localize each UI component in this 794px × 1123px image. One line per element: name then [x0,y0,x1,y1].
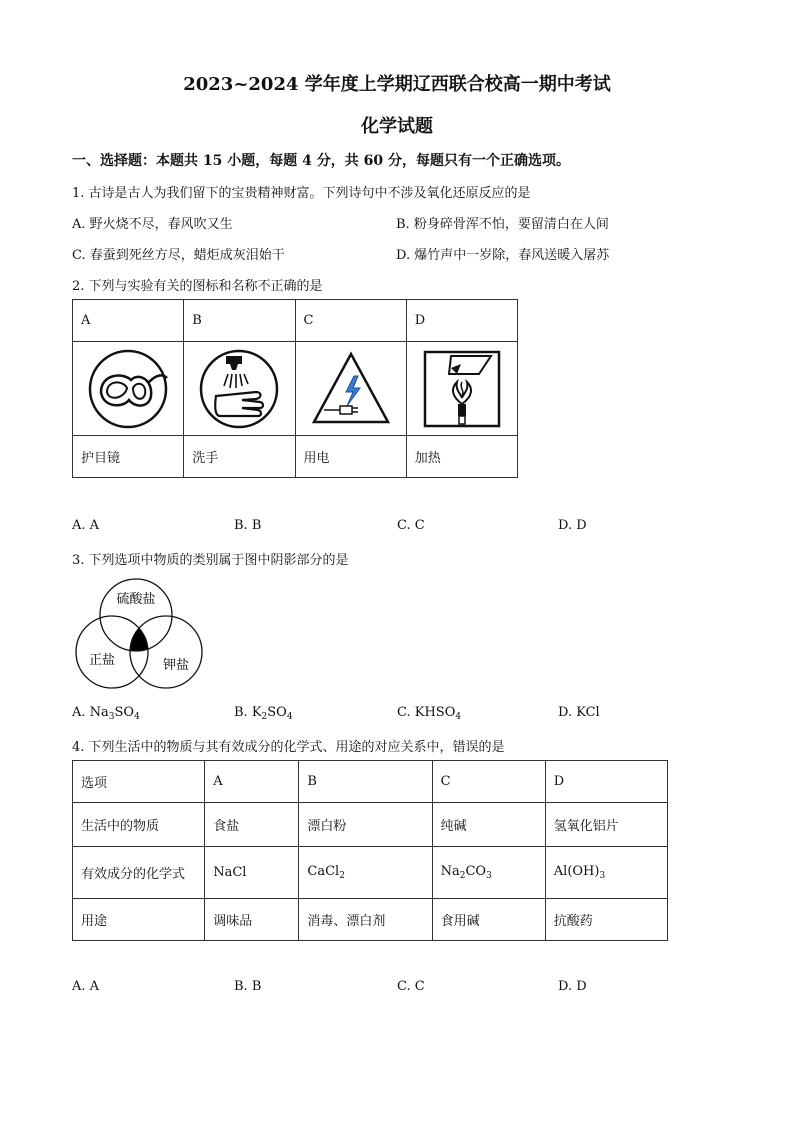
q4-cell: C [432,761,545,803]
q1-option-b: B. 粉身碎骨浑不怕，要留清白在人间 [396,217,609,232]
q4-formula-b: CaCl$_2$ [299,847,432,899]
q4-option-b: B. B [234,979,262,994]
q2-option-d: D. D [558,518,587,533]
electricity-icon [310,348,392,430]
q3-stem: 3. 下列选项中物质的类别属于图中阴影部分的是 [72,553,349,568]
handwash-icon [198,348,280,430]
q3-option-d: D. KCl [558,705,600,720]
q4-cell: 用途 [73,899,205,941]
q4-cell: A [205,761,299,803]
venn-label-right: 钾盐 [162,658,190,673]
q4-cell: 生活中的物质 [73,803,205,847]
q4-option-d: D. D [558,979,587,994]
q4-formula-d: $Al(OH)_3$ [545,847,667,899]
q3-option-b: B. $K_2SO_4$ [234,705,293,722]
heating-icon [421,348,503,430]
q2-icon-cell-a [73,342,184,436]
q2-option-a: A. A [72,518,100,533]
q2-name-a: 护目镜 [73,436,184,478]
venn-label-top: 硫酸盐 [116,592,156,607]
q2-table [72,299,518,478]
q1-option-a: A. 野火烧不尽，春风吹又生 [72,217,233,232]
q3-option-c: C. $KHSO_4$ [397,705,462,722]
q4-cell: B [299,761,432,803]
q4-cell: 氢氧化铝片 [545,803,667,847]
q4-cell: 抗酸药 [545,899,667,941]
q4-table [72,760,668,941]
q4-cell: 食用碱 [432,899,545,941]
q4-formula-c: $Na_2CO_3$ [432,847,545,899]
q2-name-d: 加热 [406,436,517,478]
q2-header-d: D [406,300,517,342]
q2-header-a: A [73,300,184,342]
q2-header-b: B [184,300,295,342]
q1-option-d: D. 爆竹声中一岁除，春风送暖入屠苏 [396,248,610,263]
q4-option-a: A. A [72,979,100,994]
exam-title: 2023~2024 学年度上学期辽西联合校高一期中考试 [183,74,611,95]
q4-cell: 食盐 [205,803,299,847]
q1-stem: 1. 古诗是古人为我们留下的宝贵精神财富。下列诗句中不涉及氧化还原反应的是 [72,186,531,201]
q4-formula-a: NaCl [205,847,299,899]
section-heading: 一、选择题：本题共 15 小题，每题 4 分，共 60 分，每题只有一个正确选项。 [72,153,570,169]
q4-cell: 调味品 [205,899,299,941]
goggles-icon [87,348,169,430]
q4-cell: 纯碱 [432,803,545,847]
q3-option-a: A. $Na_3SO_4$ [72,705,140,722]
q4-cell: 选项 [73,761,205,803]
q4-cell: 消毒、漂白剂 [299,899,432,941]
q2-option-b: B. B [234,518,262,533]
exam-subtitle: 化学试题 [361,116,433,137]
q4-cell: D [545,761,667,803]
q2-stem: 2. 下列与实验有关的图标和名称不正确的是 [72,279,323,294]
q2-name-c: 用电 [295,436,406,478]
q2-icon-cell-d [406,342,517,436]
q1-option-c: C. 春蚕到死丝方尽，蜡炬成灰泪始干 [72,248,285,263]
q4-option-c: C. C [397,979,425,994]
q4-cell: 漂白粉 [299,803,432,847]
q4-stem: 4. 下列生活中的物质与其有效成分的化学式、用途的对应关系中，错误的是 [72,740,505,755]
q2-option-c: C. C [397,518,425,533]
venn-diagram [70,577,210,692]
q2-icon-cell-b [184,342,295,436]
q4-cell: 有效成分的化学式 [73,847,205,899]
q2-icon-cell-c [295,342,406,436]
venn-label-left: 正盐 [88,653,116,668]
q2-header-c: C [295,300,406,342]
q2-name-b: 洗手 [184,436,295,478]
